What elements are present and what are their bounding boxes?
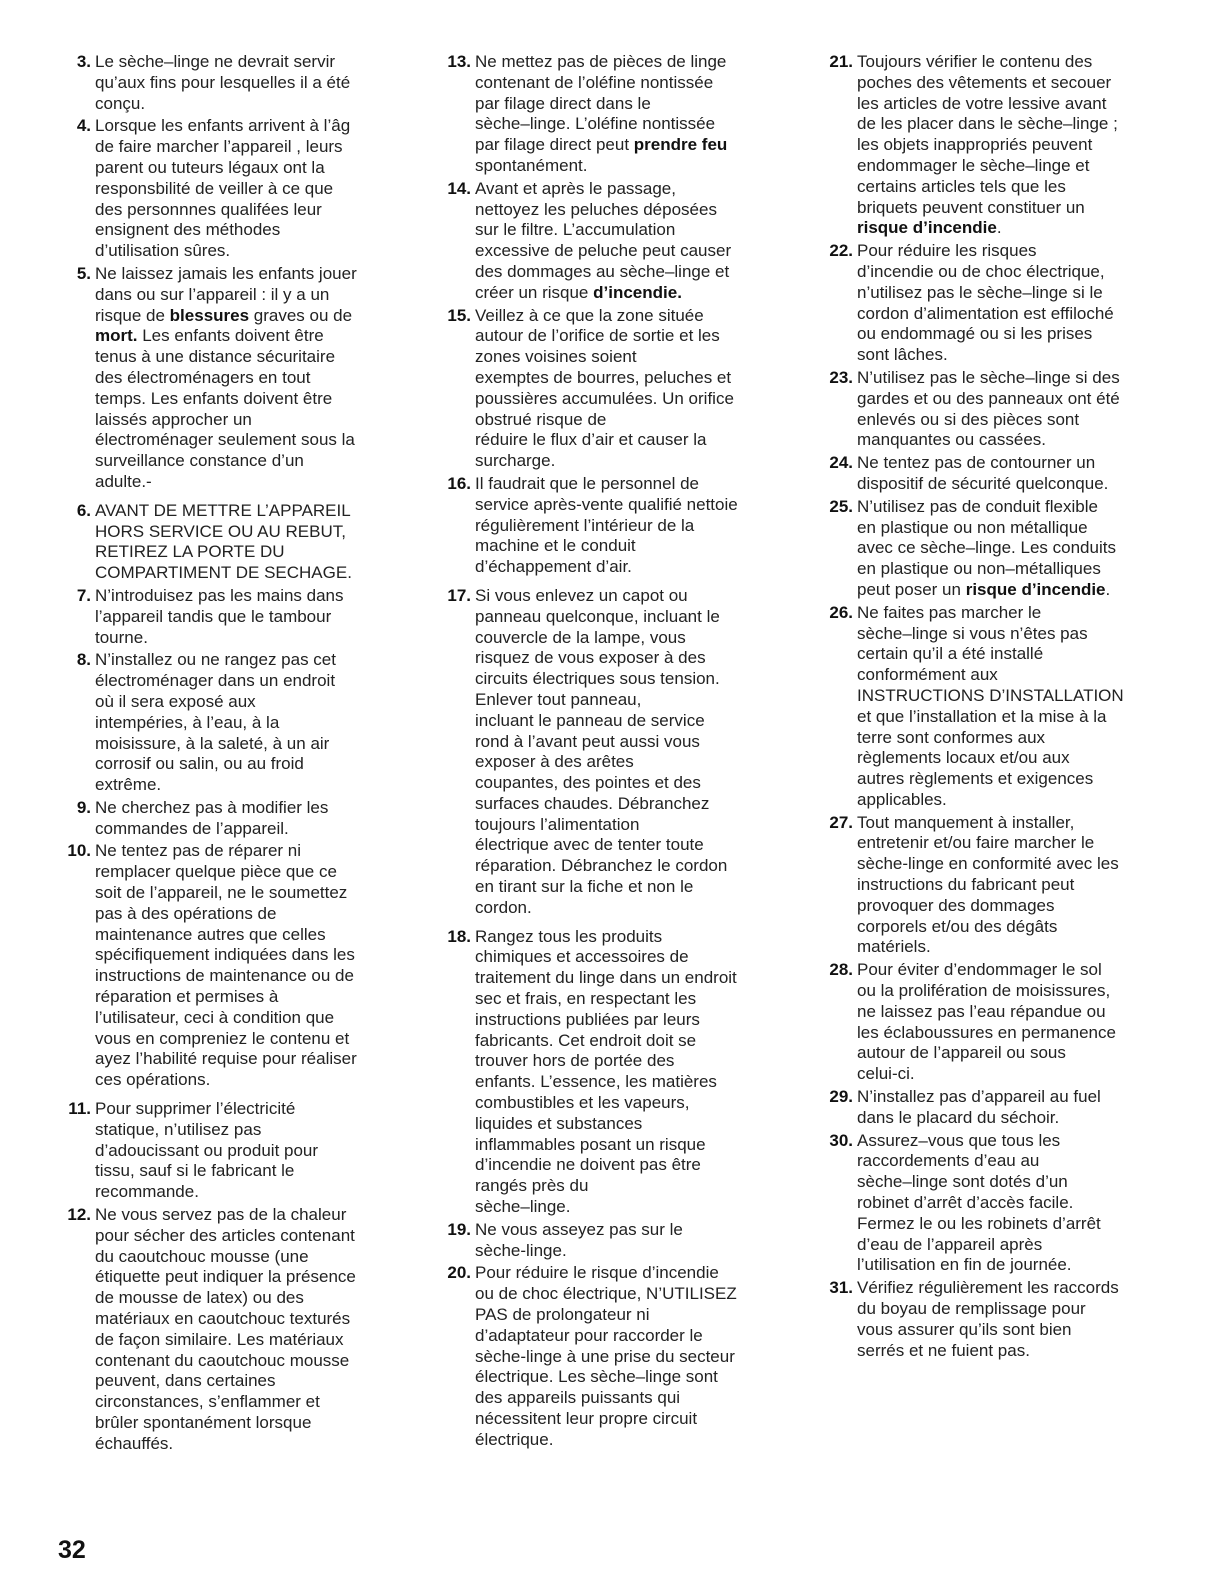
item-text [95, 501, 400, 584]
text-run: N’introduisez pas les mains dans l’appareil tandis que le tambour tourne. [95, 585, 344, 647]
item-number: 3. [76, 52, 91, 71]
safety-item-26 [822, 603, 1172, 811]
item-text [95, 798, 400, 840]
item-text [857, 1087, 1172, 1129]
text-run: . [1105, 579, 1111, 599]
safety-item-21 [822, 52, 1172, 239]
text-run: AVANT DE METTRE L’APPAREIL HORS SERVICE OU AU REBUT, RETIREZ LA PORTE DU COMPARTIMENT DE SECHAGE. [95, 500, 352, 583]
item-number: 4. [76, 116, 91, 136]
item-text [857, 368, 1172, 451]
safety-item-25 [822, 497, 1172, 601]
emphasis-text: d’incendie. [593, 282, 682, 302]
text-run: Vérifiez régulièrement les raccords du boyau de remplissage pour vous assurer qu’ils sont bien serrés et ne fuient pas. [857, 1278, 1119, 1360]
item-text [475, 179, 785, 304]
item-number: 19. [447, 1219, 471, 1239]
safety-item-14 [440, 179, 785, 304]
safety-item-13 [440, 52, 785, 177]
item-text [857, 960, 1172, 1085]
text-run: Rangez tous les produits chimiques et accessoires de traitement du linge dans un endroit sec et frais, en respectant les instructions publiées par leurs fabricants. Cet endroit doit se trouver hors de portée des enfants. L’essence, les matières combustibles et les vapeurs, liquides et substances inflammables posant un risque d’incendie ne doivent pas être rangés près du sèche–linge. [475, 926, 737, 1217]
item-number: 29. [829, 1087, 853, 1107]
text-run: Pour réduire les risques d’incendie ou de choc électrique, n’utilisez pas le sèche–linge si le cordon d’alimentation est effiloché ou endommagé ou si les prises sont lâches. [857, 241, 1114, 365]
item-text [95, 52, 400, 114]
safety-item-19 [440, 1220, 785, 1262]
item-text [475, 474, 785, 578]
text-run: . [996, 218, 1002, 238]
emphasis-text: prendre feu [633, 135, 728, 155]
safety-item-15 [440, 306, 785, 472]
item-number: 8. [76, 650, 91, 670]
item-number: 25. [829, 496, 853, 516]
text-run: graves ou de [253, 305, 353, 325]
item-number: 18. [447, 926, 471, 946]
item-number: 20. [447, 1263, 471, 1283]
safety-item-8 [60, 650, 400, 796]
item-text [95, 1205, 400, 1455]
safety-item-3 [60, 52, 400, 114]
item-number: 31. [829, 1278, 853, 1298]
item-text [95, 116, 400, 262]
text-run: Pour supprimer l’électricité statique, n’utilisez pas d’adoucissant ou produit pour tissu, sauf si le fabricant le recommande. [95, 1099, 319, 1202]
page-number: 32 [58, 1536, 86, 1564]
safety-item-31 [822, 1278, 1172, 1361]
item-text [857, 453, 1172, 495]
item-text [475, 306, 785, 472]
item-text [475, 1263, 785, 1450]
text-run: Pour éviter d’endommager le sol ou la prolifération de moisissures, ne laissez pas l’eau répandue ou les éclaboussures en permanence autour de l’appareil ou sous celui-ci. [857, 960, 1116, 1084]
text-run: Ne cherchez pas à modifier les commandes de l’appareil. [95, 797, 329, 838]
emphasis-text: mort. [95, 326, 138, 346]
item-number: 7. [76, 585, 91, 605]
safety-item-24 [822, 453, 1172, 495]
safety-item-5 [60, 264, 400, 493]
item-number: 6. [76, 500, 91, 520]
safety-item-6 [60, 501, 400, 584]
item-text [857, 1131, 1172, 1277]
item-number: 27. [829, 812, 853, 832]
safety-item-11 [60, 1099, 400, 1203]
item-number: 28. [829, 960, 853, 980]
item-number: 5. [76, 263, 91, 283]
item-number: 22. [829, 241, 853, 261]
item-number: 11. [68, 1099, 91, 1119]
text-run: spontanément. [475, 155, 588, 175]
text-run: Veillez à ce que la zone située autour de l’orifice de sortie et les zones voisines soient exemptes de bourres, peluches et poussières accumulées. Un orifice obstrué risque de réduire le flux d’air et causer la surcharge. [475, 305, 734, 471]
column-2 [440, 52, 785, 1453]
item-text [95, 841, 400, 1091]
text-run: Les enfants doivent être tenus à une distance sécuritaire des électroménagers en tout temps. Les enfants doivent être laissés approcher un électroménager seulement sous la surveillance constance d’un adulte.- [95, 326, 355, 491]
item-text [95, 1099, 400, 1203]
item-number: 14. [447, 178, 471, 198]
text-run: Assurez–vous que tous les raccordements d’eau au sèche–linge sont dotés d’un robinet d’arrêt d’accès facile. Fermez le ou les robinets d’arrêt d’eau de l’appareil après l’utilisation en fin de journée. [857, 1130, 1101, 1275]
safety-item-7 [60, 586, 400, 648]
safety-item-29 [822, 1087, 1172, 1129]
column-3 [822, 52, 1172, 1363]
text-run: Si vous enlevez un capot ou panneau quelconque, incluant le couvercle de la lampe, vous risquez de vous exposer à des circuits électriques sous tension. Enlever tout panneau, incluant le panneau de service rond à l’avant peut aussi vous exposer à des arêtes coupantes, des pointes et des surfaces chaudes. Débranchez toujours l’alimentation électrique avec de tenter toute réparation. Débranchez le cordon en tirant sur la fiche et non le cordon. [475, 585, 728, 917]
column-1 [60, 52, 400, 1457]
item-text [475, 1220, 785, 1262]
text-run: Ne tentez pas de contourner un dispositif de sécurité quelconque. [857, 453, 1109, 493]
text-run: Pour réduire le risque d’incendie ou de choc électrique, N’UTILISEZ PAS de prolongateur ni d’adaptateur pour raccorder le sèche-linge à une prise du secteur électrique. Les sèche–linge sont des appareils puissants qui nécessitent leur propre circuit électrique. [475, 1263, 737, 1449]
item-number: 15. [447, 305, 471, 325]
item-text [475, 52, 785, 177]
safety-item-12 [60, 1205, 400, 1455]
item-number: 26. [829, 602, 853, 622]
text-run: N’utilisez pas le sèche–linge si des gardes et ou des panneaux ont été enlevés ou si des pièces sont manquantes ou cassées. [857, 367, 1120, 450]
safety-item-4 [60, 116, 400, 262]
safety-item-16 [440, 474, 785, 578]
safety-item-10 [60, 841, 400, 1091]
safety-item-28 [822, 960, 1172, 1085]
emphasis-text: risque d’incendie [857, 218, 997, 238]
item-number: 21. [829, 52, 853, 71]
item-number: 10. [67, 841, 91, 861]
item-text [857, 497, 1172, 601]
text-run: Ne faites pas marcher le sèche–linge si vous n’êtes pas certain qu’il a été installé conformément aux INSTRUCTIONS D’INSTALLATION et que l’installation et la mise à la terre sont conformes aux règlements locaux et/ou aux autres règlements et exigences applicables. [857, 602, 1124, 809]
item-text [475, 927, 785, 1218]
safety-item-17 [440, 586, 785, 919]
item-text [475, 586, 785, 919]
text-run: N’installez pas d’appareil au fuel dans le placard du séchoir. [857, 1087, 1101, 1127]
text-run: N’utilisez pas de conduit flexible en plastique ou non métallique avec ce sèche–linge. Les conduits en plastique ou non–métalliques peut poser un [857, 496, 1116, 599]
safety-item-27 [822, 813, 1172, 959]
item-number: 9. [76, 797, 91, 817]
safety-item-20 [440, 1263, 785, 1450]
safety-item-9 [60, 798, 400, 840]
item-text [857, 1278, 1172, 1361]
item-text [857, 52, 1172, 239]
text-run: Lorsque les enfants arrivent à l’âg de faire marcher l’appareil , leurs parent ou tuteurs légaux ont la responsbilité de veiller à ce que des personnnes qualifées leur ensignent des méthodes d’utilisation sûres. [95, 116, 351, 261]
text-run: Toujours vérifier le contenu des poches des vêtements et secouer les articles de votre lessive avant de les placer dans le sèche–linge ; les objets inappropriés peuvent endommager le sèche–linge et certains articles tels que les briquets peuvent constituer un [857, 52, 1118, 217]
item-text [95, 264, 400, 493]
item-text [857, 813, 1172, 959]
item-text [857, 603, 1172, 811]
safety-item-30 [822, 1131, 1172, 1277]
safety-item-23 [822, 368, 1172, 451]
text-run: Ne vous servez pas de la chaleur pour sécher des articles contenant du caoutchouc mousse (une étiquette peut indiquer la présence de mousse de latex) ou des matériaux en caoutchouc texturés de façon similaire. Les matériaux contenant du caoutchouc mousse peuvent, dans certaines circonstances, s’enflammer et brûler spontanément lorsque échauffés. [95, 1205, 356, 1453]
text-run: Il faudrait que le personnel de service après-vente qualifié nettoie régulièrement l’intérieur de la machine et le conduit d’échappement d’air. [475, 473, 738, 577]
item-number: 17. [447, 585, 471, 605]
item-text [95, 650, 400, 796]
item-number: 16. [447, 473, 471, 493]
text-run: Ne tentez pas de réparer ni remplacer quelque pièce que ce soit de l’appareil, ne le soumettez pas à des opérations de maintenance autres que celles spécifiquement indiquées dans les instructions de maintenance ou de réparation et permises à l’utilisateur, ceci à condition que vous en compreniez le contenu et ayez l’habilité requise pour réaliser ces opérations. [95, 841, 357, 1090]
item-number: 13. [447, 52, 471, 71]
item-number: 30. [829, 1130, 853, 1150]
emphasis-text: risque d’incendie [965, 579, 1106, 599]
safety-item-18 [440, 927, 785, 1218]
item-number: 23. [829, 367, 853, 387]
item-text [857, 241, 1172, 366]
safety-item-22 [822, 241, 1172, 366]
item-number: 12. [67, 1205, 91, 1225]
text-run: Ne laissez jamais les enfants jouer dans ou sur l’appareil : il y a un risque de [95, 263, 357, 325]
text-run: Ne vous asseyez pas sur le sèche-linge. [475, 1219, 683, 1260]
item-text [95, 586, 400, 648]
text-run: Avant et après le passage, nettoyez les peluches déposées sur le filtre. L’accumulation excessive de peluche peut causer des dommages au sèche–linge et créer un risque [475, 178, 732, 302]
text-run: Ne mettez pas de pièces de linge contenant de l’oléfine nontissée par filage direct dans le sèche–linge. L’oléfine nontissée par filage direct peut [475, 52, 727, 155]
text-run: Le sèche–linge ne devrait servir qu’aux fins pour lesquelles il a été conçu. [95, 52, 351, 113]
text-run: Tout manquement à installer, entretenir et/ou faire marcher le sèche-linge en conformité avec les instructions du fabricant peut provoquer des dommages corporels et/ou des dégâts matériels. [857, 812, 1119, 957]
text-run: N’installez ou ne rangez pas cet électroménager dans un endroit où il sera exposé aux intempéries, à l’eau, à la moisissure, à la saleté, à un air corrosif ou salin, ou au froid extrême. [95, 650, 336, 795]
emphasis-text: blessures [169, 305, 250, 325]
item-number: 24. [829, 453, 853, 473]
